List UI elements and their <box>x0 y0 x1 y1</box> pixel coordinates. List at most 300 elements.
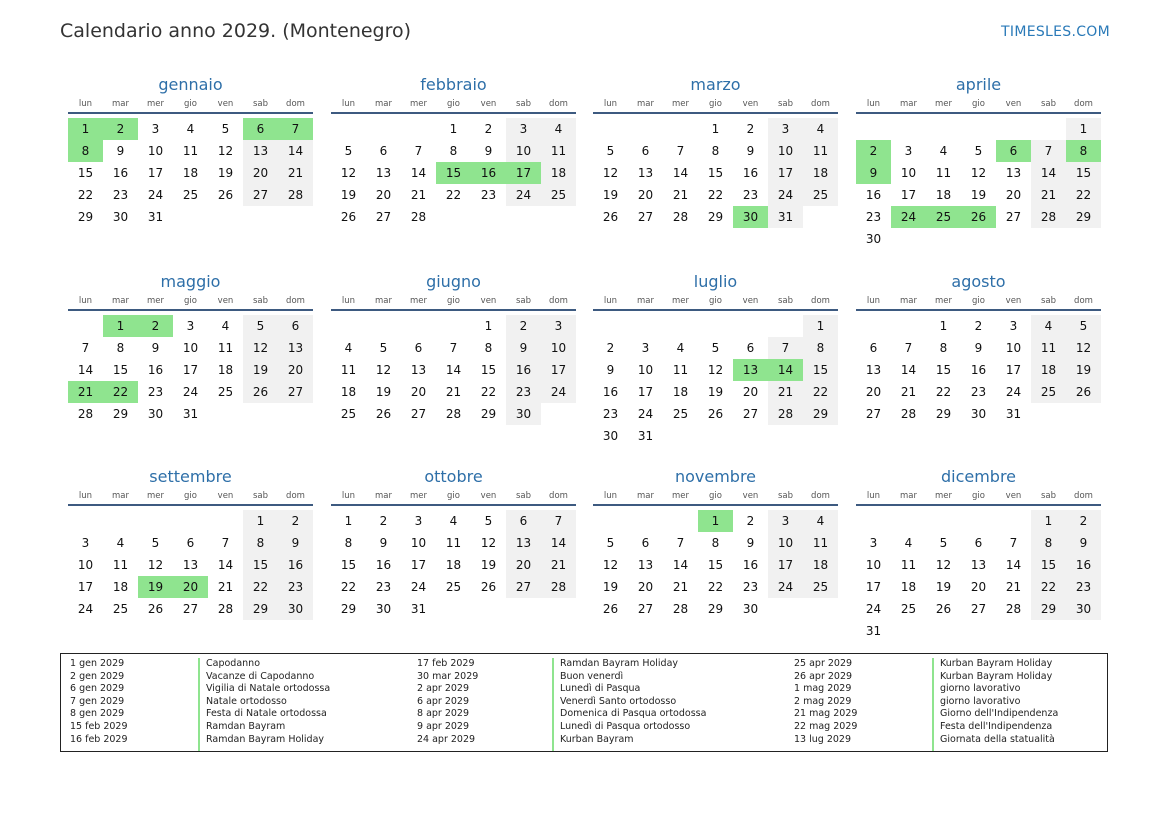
day-cell[interactable]: 30 <box>147 407 164 421</box>
day-cell[interactable]: 23 <box>506 381 541 403</box>
day-cell[interactable]: 20 <box>742 385 759 399</box>
day-cell[interactable]: 6 <box>746 341 755 355</box>
day-cell[interactable]: 17 <box>541 359 576 381</box>
day-cell[interactable]: 29 <box>803 403 838 425</box>
day-cell[interactable]: 22 <box>1031 576 1066 598</box>
day-cell[interactable]: 8 <box>939 341 948 355</box>
day-cell[interactable]: 22 <box>935 385 952 399</box>
day-cell[interactable]: 12 <box>480 536 497 550</box>
day-cell[interactable]: 19 <box>707 385 724 399</box>
day-cell[interactable]: 25 <box>217 385 234 399</box>
day-cell[interactable]: 17 <box>147 166 164 180</box>
day-cell[interactable]: 13 <box>410 363 427 377</box>
day-cell[interactable]: 9 <box>151 341 160 355</box>
day-cell[interactable]: 29 <box>1066 206 1101 228</box>
day-cell[interactable]: 30 <box>506 403 541 425</box>
day-cell[interactable]: 15 <box>803 359 838 381</box>
day-cell[interactable]: 25 <box>672 407 689 421</box>
day-cell[interactable]: 5 <box>151 536 160 550</box>
day-cell[interactable]: 13 <box>278 337 313 359</box>
day-cell[interactable]: 16 <box>506 359 541 381</box>
day-cell[interactable]: 3 <box>151 122 160 136</box>
day-cell[interactable]: 3 <box>1009 319 1018 333</box>
day-cell[interactable]: 16 <box>375 558 392 572</box>
day-cell[interactable]: 21 <box>217 580 234 594</box>
day-cell[interactable]: 24 <box>182 385 199 399</box>
day-cell[interactable]: 7 <box>904 341 913 355</box>
day-cell[interactable]: 18 <box>672 385 689 399</box>
day-cell[interactable]: 11 <box>112 558 129 572</box>
day-cell[interactable]: 30 <box>375 602 392 616</box>
day-cell[interactable]: 30 <box>970 407 987 421</box>
day-cell[interactable]: 10 <box>637 363 654 377</box>
day-cell[interactable]: 7 <box>541 510 576 532</box>
holiday-day-cell[interactable]: 26 <box>961 206 996 228</box>
day-cell[interactable]: 11 <box>340 363 357 377</box>
holiday-day-cell[interactable]: 30 <box>733 206 768 228</box>
day-cell[interactable]: 19 <box>217 166 234 180</box>
day-cell[interactable]: 5 <box>711 341 720 355</box>
day-cell[interactable]: 7 <box>1031 140 1066 162</box>
day-cell[interactable]: 26 <box>602 602 619 616</box>
day-cell[interactable]: 18 <box>112 580 129 594</box>
day-cell[interactable]: 9 <box>1066 532 1101 554</box>
day-cell[interactable]: 1 <box>1031 510 1066 532</box>
day-cell[interactable]: 28 <box>672 602 689 616</box>
day-cell[interactable]: 21 <box>541 554 576 576</box>
day-cell[interactable]: 6 <box>974 536 983 550</box>
day-cell[interactable]: 9 <box>606 363 615 377</box>
day-cell[interactable]: 24 <box>865 602 882 616</box>
holiday-day-cell[interactable]: 1 <box>68 118 103 140</box>
day-cell[interactable]: 9 <box>746 536 755 550</box>
day-cell[interactable]: 14 <box>445 363 462 377</box>
day-cell[interactable]: 3 <box>904 144 913 158</box>
day-cell[interactable]: 25 <box>541 184 576 206</box>
day-cell[interactable]: 21 <box>768 381 803 403</box>
day-cell[interactable]: 2 <box>379 514 388 528</box>
day-cell[interactable]: 6 <box>379 144 388 158</box>
day-cell[interactable]: 19 <box>602 580 619 594</box>
holiday-day-cell[interactable]: 19 <box>138 576 173 598</box>
day-cell[interactable]: 3 <box>641 341 650 355</box>
day-cell[interactable]: 14 <box>1031 162 1066 184</box>
day-cell[interactable]: 13 <box>970 558 987 572</box>
day-cell[interactable]: 9 <box>974 341 983 355</box>
day-cell[interactable]: 9 <box>278 532 313 554</box>
day-cell[interactable]: 9 <box>746 144 755 158</box>
day-cell[interactable]: 3 <box>186 319 195 333</box>
day-cell[interactable]: 26 <box>243 381 278 403</box>
day-cell[interactable]: 28 <box>278 184 313 206</box>
day-cell[interactable]: 19 <box>935 580 952 594</box>
day-cell[interactable]: 6 <box>506 510 541 532</box>
day-cell[interactable]: 21 <box>445 385 462 399</box>
day-cell[interactable]: 25 <box>182 188 199 202</box>
day-cell[interactable]: 4 <box>803 118 838 140</box>
day-cell[interactable]: 9 <box>116 144 125 158</box>
day-cell[interactable]: 20 <box>278 359 313 381</box>
day-cell[interactable]: 24 <box>541 381 576 403</box>
day-cell[interactable]: 22 <box>707 188 724 202</box>
day-cell[interactable]: 25 <box>803 184 838 206</box>
day-cell[interactable]: 13 <box>375 166 392 180</box>
day-cell[interactable]: 8 <box>803 337 838 359</box>
day-cell[interactable]: 23 <box>147 385 164 399</box>
day-cell[interactable]: 16 <box>602 385 619 399</box>
day-cell[interactable]: 10 <box>182 341 199 355</box>
day-cell[interactable]: 15 <box>1031 554 1066 576</box>
day-cell[interactable]: 10 <box>147 144 164 158</box>
day-cell[interactable]: 17 <box>865 580 882 594</box>
day-cell[interactable]: 8 <box>1031 532 1066 554</box>
day-cell[interactable]: 27 <box>637 210 654 224</box>
day-cell[interactable]: 26 <box>935 602 952 616</box>
holiday-day-cell[interactable]: 21 <box>68 381 103 403</box>
day-cell[interactable]: 5 <box>1066 315 1101 337</box>
day-cell[interactable]: 13 <box>1005 166 1022 180</box>
day-cell[interactable]: 23 <box>742 188 759 202</box>
day-cell[interactable]: 13 <box>182 558 199 572</box>
day-cell[interactable]: 11 <box>935 166 952 180</box>
holiday-day-cell[interactable]: 2 <box>856 140 891 162</box>
day-cell[interactable]: 3 <box>768 510 803 532</box>
day-cell[interactable]: 13 <box>865 363 882 377</box>
day-cell[interactable]: 30 <box>112 210 129 224</box>
day-cell[interactable]: 11 <box>900 558 917 572</box>
day-cell[interactable]: 16 <box>865 188 882 202</box>
day-cell[interactable]: 18 <box>935 188 952 202</box>
day-cell[interactable]: 12 <box>935 558 952 572</box>
day-cell[interactable]: 14 <box>278 140 313 162</box>
holiday-day-cell[interactable]: 15 <box>436 162 471 184</box>
day-cell[interactable]: 19 <box>243 359 278 381</box>
day-cell[interactable]: 11 <box>672 363 689 377</box>
day-cell[interactable]: 19 <box>602 188 619 202</box>
day-cell[interactable]: 10 <box>865 558 882 572</box>
day-cell[interactable]: 28 <box>410 210 427 224</box>
day-cell[interactable]: 29 <box>1031 598 1066 620</box>
day-cell[interactable]: 10 <box>768 532 803 554</box>
day-cell[interactable]: 5 <box>974 144 983 158</box>
day-cell[interactable]: 31 <box>637 429 654 443</box>
day-cell[interactable]: 30 <box>1066 598 1101 620</box>
day-cell[interactable]: 31 <box>182 407 199 421</box>
holiday-day-cell[interactable]: 22 <box>103 381 138 403</box>
day-cell[interactable]: 28 <box>1031 206 1066 228</box>
holiday-day-cell[interactable]: 16 <box>471 162 506 184</box>
day-cell[interactable]: 17 <box>637 385 654 399</box>
day-cell[interactable]: 28 <box>1005 602 1022 616</box>
holiday-day-cell[interactable]: 6 <box>243 118 278 140</box>
day-cell[interactable]: 6 <box>869 341 878 355</box>
day-cell[interactable]: 12 <box>375 363 392 377</box>
day-cell[interactable]: 7 <box>81 341 90 355</box>
day-cell[interactable]: 1 <box>449 122 458 136</box>
day-cell[interactable]: 15 <box>707 558 724 572</box>
day-cell[interactable]: 2 <box>484 122 493 136</box>
day-cell[interactable]: 1 <box>1066 118 1101 140</box>
day-cell[interactable]: 3 <box>768 118 803 140</box>
day-cell[interactable]: 18 <box>1031 359 1066 381</box>
day-cell[interactable]: 7 <box>449 341 458 355</box>
holiday-day-cell[interactable]: 8 <box>68 140 103 162</box>
day-cell[interactable]: 28 <box>217 602 234 616</box>
day-cell[interactable]: 23 <box>480 188 497 202</box>
holiday-day-cell[interactable]: 17 <box>506 162 541 184</box>
day-cell[interactable]: 7 <box>414 144 423 158</box>
day-cell[interactable]: 5 <box>939 536 948 550</box>
day-cell[interactable]: 21 <box>1005 580 1022 594</box>
day-cell[interactable]: 28 <box>900 407 917 421</box>
day-cell[interactable]: 2 <box>278 510 313 532</box>
day-cell[interactable]: 24 <box>410 580 427 594</box>
day-cell[interactable]: 8 <box>344 536 353 550</box>
day-cell[interactable]: 15 <box>935 363 952 377</box>
day-cell[interactable]: 20 <box>243 162 278 184</box>
day-cell[interactable]: 28 <box>445 407 462 421</box>
day-cell[interactable]: 27 <box>243 184 278 206</box>
day-cell[interactable]: 14 <box>541 532 576 554</box>
day-cell[interactable]: 28 <box>672 210 689 224</box>
holiday-day-cell[interactable]: 1 <box>698 510 733 532</box>
day-cell[interactable]: 3 <box>541 315 576 337</box>
day-cell[interactable]: 22 <box>480 385 497 399</box>
day-cell[interactable]: 1 <box>939 319 948 333</box>
day-cell[interactable]: 6 <box>641 144 650 158</box>
holiday-day-cell[interactable]: 6 <box>996 140 1031 162</box>
day-cell[interactable]: 11 <box>217 341 234 355</box>
day-cell[interactable]: 16 <box>1066 554 1101 576</box>
day-cell[interactable]: 10 <box>506 140 541 162</box>
day-cell[interactable]: 17 <box>182 363 199 377</box>
day-cell[interactable]: 11 <box>1031 337 1066 359</box>
day-cell[interactable]: 2 <box>606 341 615 355</box>
day-cell[interactable]: 15 <box>243 554 278 576</box>
day-cell[interactable]: 25 <box>340 407 357 421</box>
day-cell[interactable]: 27 <box>970 602 987 616</box>
day-cell[interactable]: 1 <box>803 315 838 337</box>
day-cell[interactable]: 26 <box>147 602 164 616</box>
day-cell[interactable]: 21 <box>278 162 313 184</box>
day-cell[interactable]: 5 <box>379 341 388 355</box>
day-cell[interactable]: 24 <box>768 576 803 598</box>
day-cell[interactable]: 23 <box>865 210 882 224</box>
day-cell[interactable]: 4 <box>449 514 458 528</box>
day-cell[interactable]: 15 <box>707 166 724 180</box>
day-cell[interactable]: 15 <box>77 166 94 180</box>
day-cell[interactable]: 12 <box>602 558 619 572</box>
day-cell[interactable]: 25 <box>1031 381 1066 403</box>
day-cell[interactable]: 19 <box>375 385 392 399</box>
day-cell[interactable]: 21 <box>410 188 427 202</box>
day-cell[interactable]: 22 <box>243 576 278 598</box>
day-cell[interactable]: 18 <box>803 554 838 576</box>
day-cell[interactable]: 22 <box>1066 184 1101 206</box>
day-cell[interactable]: 4 <box>344 341 353 355</box>
day-cell[interactable]: 29 <box>707 210 724 224</box>
day-cell[interactable]: 6 <box>278 315 313 337</box>
day-cell[interactable]: 26 <box>217 188 234 202</box>
holiday-day-cell[interactable]: 2 <box>103 118 138 140</box>
day-cell[interactable]: 13 <box>637 166 654 180</box>
day-cell[interactable]: 12 <box>970 166 987 180</box>
day-cell[interactable]: 8 <box>449 144 458 158</box>
day-cell[interactable]: 26 <box>480 580 497 594</box>
day-cell[interactable]: 15 <box>1066 162 1101 184</box>
day-cell[interactable]: 18 <box>340 385 357 399</box>
day-cell[interactable]: 29 <box>340 602 357 616</box>
day-cell[interactable]: 31 <box>1005 407 1022 421</box>
day-cell[interactable]: 16 <box>970 363 987 377</box>
holiday-day-cell[interactable]: 20 <box>173 576 208 598</box>
day-cell[interactable]: 6 <box>186 536 195 550</box>
day-cell[interactable]: 30 <box>865 232 882 246</box>
day-cell[interactable]: 11 <box>541 140 576 162</box>
day-cell[interactable]: 21 <box>900 385 917 399</box>
day-cell[interactable]: 5 <box>606 536 615 550</box>
day-cell[interactable]: 23 <box>112 188 129 202</box>
day-cell[interactable]: 18 <box>541 162 576 184</box>
day-cell[interactable]: 15 <box>340 558 357 572</box>
day-cell[interactable]: 12 <box>340 166 357 180</box>
day-cell[interactable]: 1 <box>344 514 353 528</box>
day-cell[interactable]: 10 <box>410 536 427 550</box>
day-cell[interactable]: 1 <box>711 122 720 136</box>
day-cell[interactable]: 31 <box>410 602 427 616</box>
day-cell[interactable]: 25 <box>900 602 917 616</box>
day-cell[interactable]: 20 <box>506 554 541 576</box>
day-cell[interactable]: 15 <box>112 363 129 377</box>
day-cell[interactable]: 19 <box>480 558 497 572</box>
day-cell[interactable]: 16 <box>278 554 313 576</box>
day-cell[interactable]: 22 <box>707 580 724 594</box>
day-cell[interactable]: 10 <box>541 337 576 359</box>
day-cell[interactable]: 4 <box>803 510 838 532</box>
day-cell[interactable]: 13 <box>637 558 654 572</box>
day-cell[interactable]: 4 <box>116 536 125 550</box>
day-cell[interactable]: 24 <box>768 184 803 206</box>
day-cell[interactable]: 3 <box>81 536 90 550</box>
holiday-day-cell[interactable]: 9 <box>856 162 891 184</box>
day-cell[interactable]: 24 <box>637 407 654 421</box>
day-cell[interactable]: 26 <box>375 407 392 421</box>
day-cell[interactable]: 14 <box>77 363 94 377</box>
day-cell[interactable]: 7 <box>1009 536 1018 550</box>
day-cell[interactable]: 4 <box>221 319 230 333</box>
day-cell[interactable]: 28 <box>768 403 803 425</box>
day-cell[interactable]: 25 <box>445 580 462 594</box>
day-cell[interactable]: 27 <box>506 576 541 598</box>
day-cell[interactable]: 3 <box>506 118 541 140</box>
day-cell[interactable]: 1 <box>243 510 278 532</box>
day-cell[interactable]: 12 <box>707 363 724 377</box>
day-cell[interactable]: 7 <box>676 536 685 550</box>
day-cell[interactable]: 11 <box>182 144 199 158</box>
day-cell[interactable]: 6 <box>414 341 423 355</box>
day-cell[interactable]: 23 <box>1066 576 1101 598</box>
holiday-day-cell[interactable]: 7 <box>278 118 313 140</box>
day-cell[interactable]: 11 <box>445 536 462 550</box>
day-cell[interactable]: 19 <box>970 188 987 202</box>
day-cell[interactable]: 27 <box>278 381 313 403</box>
brand-link[interactable]: TIMESLES.COM <box>1001 24 1110 40</box>
day-cell[interactable]: 31 <box>147 210 164 224</box>
day-cell[interactable]: 26 <box>1066 381 1101 403</box>
day-cell[interactable]: 8 <box>116 341 125 355</box>
day-cell[interactable]: 7 <box>221 536 230 550</box>
day-cell[interactable]: 12 <box>147 558 164 572</box>
day-cell[interactable]: 10 <box>77 558 94 572</box>
day-cell[interactable]: 20 <box>410 385 427 399</box>
day-cell[interactable]: 4 <box>904 536 913 550</box>
day-cell[interactable]: 5 <box>243 315 278 337</box>
day-cell[interactable]: 20 <box>375 188 392 202</box>
day-cell[interactable]: 14 <box>900 363 917 377</box>
day-cell[interactable]: 24 <box>77 602 94 616</box>
day-cell[interactable]: 14 <box>410 166 427 180</box>
day-cell[interactable]: 15 <box>480 363 497 377</box>
day-cell[interactable]: 27 <box>1005 210 1022 224</box>
day-cell[interactable]: 30 <box>278 598 313 620</box>
day-cell[interactable]: 14 <box>672 558 689 572</box>
day-cell[interactable]: 8 <box>711 144 720 158</box>
day-cell[interactable]: 28 <box>541 576 576 598</box>
day-cell[interactable]: 23 <box>970 385 987 399</box>
day-cell[interactable]: 13 <box>243 140 278 162</box>
holiday-day-cell[interactable]: 25 <box>926 206 961 228</box>
day-cell[interactable]: 27 <box>865 407 882 421</box>
day-cell[interactable]: 22 <box>340 580 357 594</box>
day-cell[interactable]: 13 <box>506 532 541 554</box>
day-cell[interactable]: 27 <box>182 602 199 616</box>
day-cell[interactable]: 24 <box>147 188 164 202</box>
day-cell[interactable]: 6 <box>641 536 650 550</box>
day-cell[interactable]: 26 <box>707 407 724 421</box>
day-cell[interactable]: 18 <box>803 162 838 184</box>
holiday-day-cell[interactable]: 2 <box>138 315 173 337</box>
day-cell[interactable]: 20 <box>637 188 654 202</box>
day-cell[interactable]: 24 <box>1005 385 1022 399</box>
day-cell[interactable]: 16 <box>147 363 164 377</box>
day-cell[interactable]: 25 <box>112 602 129 616</box>
day-cell[interactable]: 26 <box>340 210 357 224</box>
day-cell[interactable]: 4 <box>939 144 948 158</box>
day-cell[interactable]: 28 <box>77 407 94 421</box>
day-cell[interactable]: 2 <box>746 122 755 136</box>
day-cell[interactable]: 7 <box>676 144 685 158</box>
day-cell[interactable]: 17 <box>410 558 427 572</box>
day-cell[interactable]: 10 <box>900 166 917 180</box>
day-cell[interactable]: 9 <box>379 536 388 550</box>
day-cell[interactable]: 14 <box>1005 558 1022 572</box>
day-cell[interactable]: 23 <box>375 580 392 594</box>
day-cell[interactable]: 21 <box>672 580 689 594</box>
day-cell[interactable]: 19 <box>340 188 357 202</box>
day-cell[interactable]: 27 <box>742 407 759 421</box>
day-cell[interactable]: 5 <box>484 514 493 528</box>
day-cell[interactable]: 10 <box>1005 341 1022 355</box>
day-cell[interactable]: 12 <box>1066 337 1101 359</box>
day-cell[interactable]: 22 <box>445 188 462 202</box>
day-cell[interactable]: 16 <box>742 558 759 572</box>
day-cell[interactable]: 5 <box>221 122 230 136</box>
day-cell[interactable]: 17 <box>77 580 94 594</box>
day-cell[interactable]: 8 <box>484 341 493 355</box>
day-cell[interactable]: 16 <box>112 166 129 180</box>
day-cell[interactable]: 11 <box>803 532 838 554</box>
day-cell[interactable]: 18 <box>900 580 917 594</box>
